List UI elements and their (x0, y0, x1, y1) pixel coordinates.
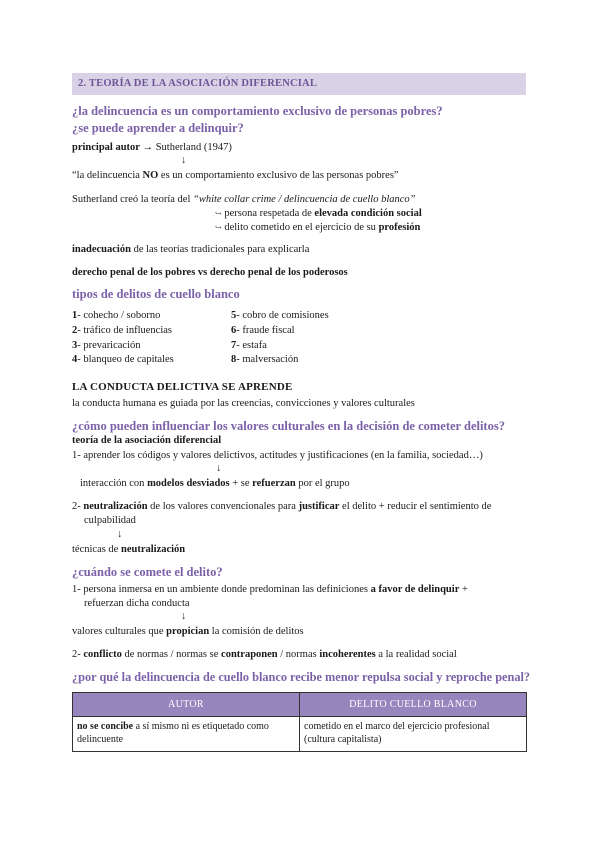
table-row (73, 717, 527, 752)
down-arrow-icon: ↓ (181, 155, 187, 166)
tipos-list-left (72, 309, 174, 368)
list-item: 6- fraude fiscal (231, 324, 295, 336)
teoria-label: teoría de la asociación diferencial (72, 435, 222, 446)
down-arrow-icon: ↓ (216, 463, 222, 474)
sub-point-2: ↪ delito cometido en el ejercicio de su profesión (215, 222, 421, 233)
cell-delito: cometido en el marco del ejercicio profesional (cultura capitalista) (300, 717, 527, 752)
question-4: ¿por qué la delincuencia de cuello blanco recibe menor repulsa social y reproche penal? (72, 670, 531, 684)
point-2-line-2: culpabilidad (84, 515, 136, 526)
question-3: ¿cuándo se comete el delito? (72, 565, 223, 579)
derecho-penal-line: derecho penal de los pobres vs derecho penal de los poderosos (72, 267, 348, 278)
valores-line: valores culturales que propician la comisión de delitos (72, 626, 304, 637)
autor-label: principal autor (72, 142, 140, 153)
cuando-point-1: 1- persona inmersa en un ambiente donde predominan las definiciones a favor de delinquir + (72, 584, 468, 595)
header-delito: DELITO CUELLO BLANCO (300, 693, 527, 717)
theory-line: Sutherland creó la teoría del “white collar crime / delincuencia de cuello blanco” (72, 194, 416, 205)
list-item: 8- malversación (231, 354, 299, 366)
section-header (72, 73, 526, 95)
tipos-list-right (231, 309, 329, 368)
point-2: 2- neutralización de los valores convencionales para justificar el delito + reducir el sentimiento de (72, 501, 492, 512)
list-item: 1- cohecho / soborno (72, 310, 161, 321)
list-item: 2- tráfico de influencias (72, 324, 172, 336)
hook-arrow-icon: ↪ (215, 223, 222, 232)
quote-line: “la delincuencia NO es un comportamiento exclusivo de las personas pobres” (72, 170, 399, 181)
cuando-point-1-line-2: refuerzan dicha conducta (84, 598, 190, 609)
comparison-table (72, 692, 527, 752)
question-1-line-1: ¿la delincuencia es un comportamiento exclusivo de personas pobres? (72, 104, 443, 118)
table-header-row (73, 693, 527, 717)
header-autor: AUTOR (73, 693, 300, 717)
list-item: 5- cobro de comisiones (231, 310, 329, 321)
autor-value: Sutherland (1947) (155, 142, 232, 153)
question-2: ¿cómo pueden influenciar los valores culturales en la decisión de cometer delitos? (72, 419, 505, 433)
tipos-title: tipos de delitos de cuello blanco (72, 287, 240, 301)
hook-arrow-icon: ↪ (215, 209, 222, 218)
down-arrow-icon: ↓ (117, 529, 123, 540)
inadecuacion-line: inadecuación de las teorías tradicionales para explicarla (72, 244, 310, 255)
principal-autor (72, 142, 232, 153)
down-arrow-icon: ↓ (181, 611, 187, 622)
section-title: 2. TEORÍA DE LA ASOCIACIÓN DIFERENCIAL (78, 78, 318, 89)
question-1-line-2: ¿se puede aprender a delinquir? (72, 121, 244, 135)
conducta-title: LA CONDUCTA DELICTIVA SE APRENDE (72, 381, 293, 393)
tecnicas-line: técnicas de neutralización (72, 544, 186, 555)
list-item: 7- estafa (231, 339, 267, 351)
point-1: 1- aprender los códigos y valores delictivos, actitudes y justificaciones (en la familia, sociedad…) (72, 450, 483, 461)
interaccion-line: interacción con modelos desviados + se refuerzan por el grupo (80, 478, 350, 489)
list-item: 3- prevaricación (72, 339, 141, 351)
sub-point-1: ↪ persona respetada de elevada condición social (215, 208, 422, 219)
arrow-right-icon: → (142, 142, 154, 153)
cuando-point-2: 2- conflicto de normas / normas se contraponen / normas incoherentes a la realidad social (72, 649, 457, 660)
cell-autor: no se concibe a sí mismo ni es etiquetado como delincuente (73, 717, 300, 752)
list-item: 4- blanqueo de capitales (72, 354, 174, 366)
conducta-text: la conducta humana es guiada por las creencias, convicciones y valores culturales (72, 398, 415, 409)
